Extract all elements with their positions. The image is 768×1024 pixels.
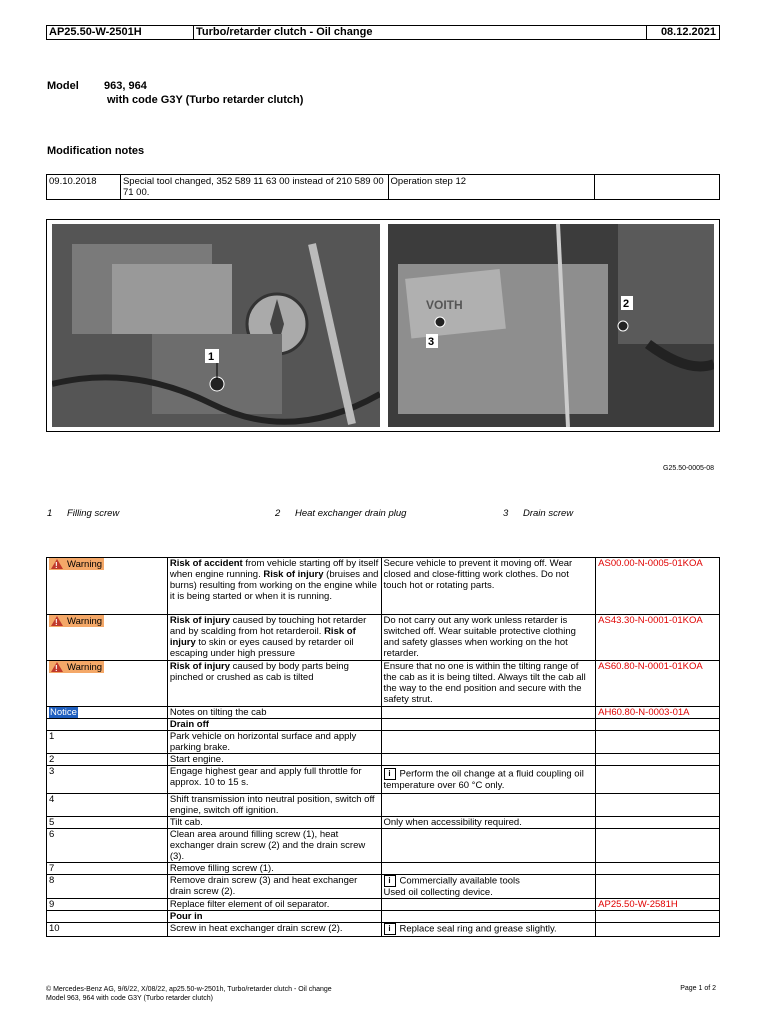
callout-1: 1 [208,351,215,363]
procedure-table [46,557,720,937]
table-row [47,794,720,817]
table-row [47,923,720,937]
doc-date: 08.12.2021 [660,26,716,38]
warning-text: (bruises and burns) resulting from working on the engine while it is being started or when it is running. [169,569,379,602]
warning-text: caused by body parts being pinched or crushed as cab is tilted [169,661,349,683]
callout-3: 3 [428,336,435,348]
legend-text: Drain screw [523,508,574,519]
info-icon: i [384,875,396,887]
table-row [47,175,720,200]
engine-figure [46,219,720,432]
footer-line-1: © Mercedes-Benz AG, 9/6/22, X/08/22, ap25.50-w-2501h, Turbo/retarder clutch - Oil change [46,986,332,993]
table-row [47,817,720,829]
notice-badge: Notice [50,707,77,718]
step-note: Perform the oil change at a fluid coupling oil temperature over 60 °C only. [383,768,584,791]
step-number: 3 [47,766,168,794]
legend-item-1 [47,508,119,519]
warning-label: Warning [67,661,103,673]
warning-icon [51,559,63,569]
step-text: Start engine. [167,754,381,766]
table-row [47,829,720,863]
step-number: 4 [47,794,168,817]
warning-row [47,661,720,707]
legend-number: 2 [275,508,281,519]
step-ref-link[interactable]: AP25.50-W-2581H [596,899,720,911]
section-title-drain: Drain off [169,719,209,730]
section-row [47,719,720,731]
step-note: Only when accessibility required. [381,817,596,829]
warning-action: Ensure that no one is within the tilting range of the cab as it is being tilted. Always tilt the cab all the way to the end position and secure with the safety strut. [381,661,596,707]
warning-risk: Risk of injury [169,661,231,672]
legend-number: 1 [47,508,53,519]
warning-text: to skin or eyes caused by retarder oil escaping under high pressure [169,637,354,659]
warning-risk: Risk of injury [169,615,231,626]
step-note: Replace seal ring and grease slightly. [399,923,557,935]
table-row [47,899,720,911]
warning-text: caused by touching hot retarder and by scalding from hot retarderoil. [169,615,367,637]
model-code: with code G3Y (Turbo retarder clutch) [107,94,304,106]
table-row [47,863,720,875]
warning-ref-link[interactable]: AS00.00-N-0005-01KOA [596,558,720,615]
step-note: Commercially available tools [399,875,520,887]
warning-ref-link[interactable]: AS60.80-N-0001-01KOA [596,661,720,707]
step-text: Clean area around filling screw (1), heat exchanger drain screw (2) and the drain screw (3). [167,829,381,863]
section-row [47,911,720,923]
step-number: 8 [47,875,168,899]
step-text: Engage highest gear and apply full throttle for approx. 10 to 15 s. [167,766,381,794]
warning-text: from vehicle starting off by itself when engine running. [169,558,379,580]
footer [46,985,332,1003]
doc-title: Turbo/retarder clutch - Oil change [194,26,647,39]
warning-row [47,558,720,615]
step-number: 2 [47,754,168,766]
warning-label: Warning [67,615,103,627]
notice-ref-link[interactable]: AH60.80-N-0003-01A [596,707,720,719]
page-number: Page 1 of 2 [680,985,716,992]
legend-number: 3 [503,508,509,519]
callout-2: 2 [623,298,630,310]
warning-risk: Risk of accident [169,558,243,569]
mod-ref: Operation step 12 [388,175,595,200]
notice-row [47,707,720,719]
modification-notes-title: Modification notes [47,145,145,157]
warning-row [47,615,720,661]
mod-date: 09.10.2018 [47,175,121,200]
retarder-photo [388,224,714,427]
step-text: Park vehicle on horizontal surface and apply parking brake. [167,731,381,754]
model-value: 963, 964 [104,80,147,92]
document-header [46,25,720,40]
mod-text: Special tool changed, 352 589 11 63 00 instead of 210 589 00 71 00. [120,175,388,200]
warning-badge [49,615,104,627]
legend-text: Filling screw [67,508,120,519]
step-number: 5 [47,817,168,829]
step-text: Shift transmission into neutral position, switch off engine, switch off ignition. [167,794,381,817]
legend-item-2 [275,508,406,519]
step-note-2: Used oil collecting device. [383,887,493,898]
svg-text:VOITH: VOITH [426,298,463,312]
step-text: Remove drain screw (3) and heat exchanger drain screw (2). [167,875,381,899]
step-number: 10 [47,923,168,937]
footer-line-2: Model 963, 964 with code G3Y (Turbo retarder clutch) [46,995,213,1002]
section-title-pour: Pour in [169,911,203,922]
warning-action: Secure vehicle to prevent it moving off. Wear closed and close-fitting work clothes. Do not touch hot or rotating parts. [381,558,596,615]
doc-id: AP25.50-W-2501H [47,26,194,39]
step-number: 9 [47,899,168,911]
warning-badge [49,661,104,673]
table-row [47,875,720,899]
engine-photo [52,224,380,427]
info-icon: i [384,768,396,780]
step-number: 1 [47,731,168,754]
modification-table [46,174,720,200]
warning-risk: Risk of injury [169,626,356,648]
step-text: Replace filter element of oil separator. [167,899,381,911]
warning-risk: Risk of injury [263,569,324,580]
legend-text: Heat exchanger drain plug [295,508,407,519]
table-row [47,766,720,794]
warning-label: Warning [67,558,103,570]
notice-text: Notes on tilting the cab [167,707,381,719]
table-row [47,731,720,754]
warning-action: Do not carry out any work unless retarder is switched off. Wear suitable protective clothing and safety glasses when working on the hot retarder. [381,615,596,661]
info-icon: i [384,923,396,935]
warning-badge [49,558,104,570]
mod-extra [595,175,720,200]
warning-icon [51,616,63,626]
table-row [47,754,720,766]
model-label: Model [47,80,79,92]
step-text: Tilt cab. [167,817,381,829]
step-number: 6 [47,829,168,863]
legend-item-3 [503,508,573,519]
step-number: 7 [47,863,168,875]
figure-id: G25.50-0005-08 [663,465,714,472]
warning-ref-link[interactable]: AS43.30-N-0001-01KOA [596,615,720,661]
step-text: Screw in heat exchanger drain screw (2). [167,923,381,937]
warning-icon [51,662,63,672]
step-text: Remove filling screw (1). [167,863,381,875]
